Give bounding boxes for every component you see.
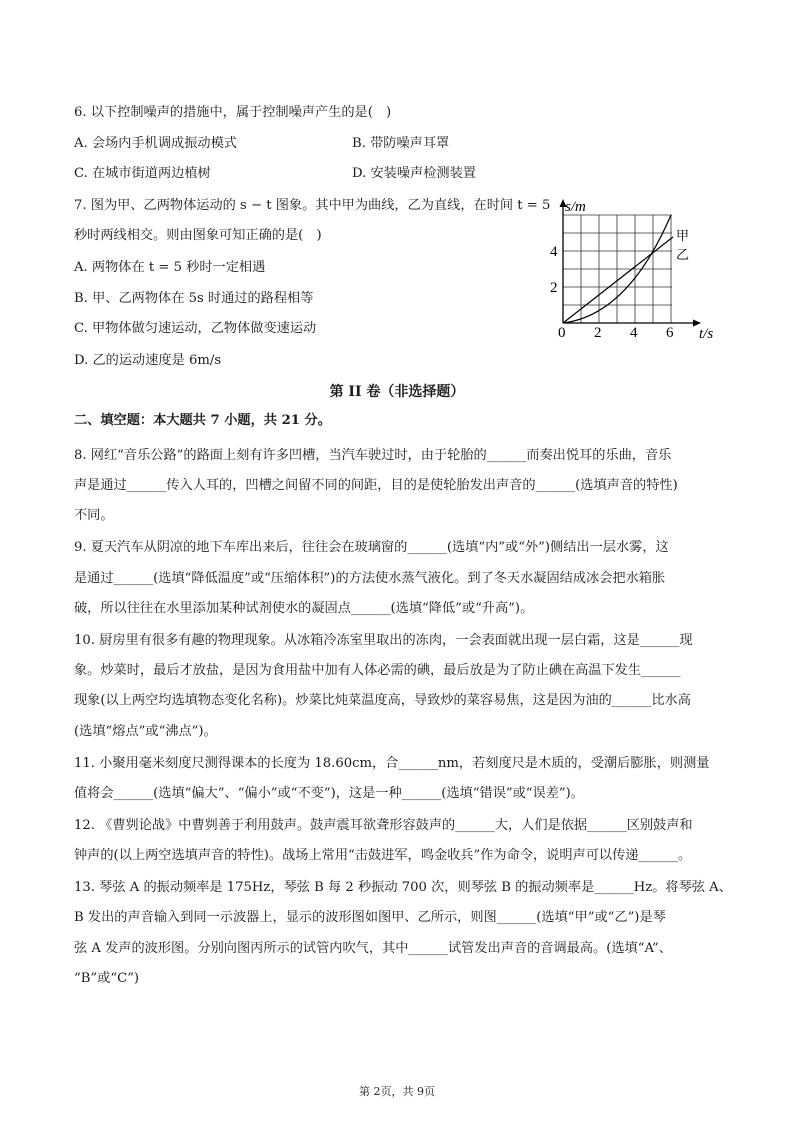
q8-line3: 不同。 bbox=[74, 508, 114, 523]
y-tick-2: 2 bbox=[550, 280, 558, 296]
q6-option-a: A. 会场内手机调成振动模式 bbox=[74, 136, 237, 151]
section-title: 第 II 卷（非选择题） bbox=[329, 384, 465, 400]
q7-stem-line2: 秒时两线相交。则由图象可知正确的是( ) bbox=[74, 228, 322, 243]
q7-option-c: C. 甲物体做匀速运动，乙物体做变速运动 bbox=[74, 321, 317, 336]
x-tick-6: 6 bbox=[666, 325, 674, 341]
x-axis-label: t/s bbox=[699, 326, 714, 342]
q7-option-a: A. 两物体在 t = 5 秒时一定相遇 bbox=[74, 260, 266, 275]
s-t-graph bbox=[548, 195, 728, 345]
page-footer: 第 2页，共 9页 bbox=[359, 1085, 435, 1098]
q8-line2: 声是通过______传入人耳的，凹槽之间留不同的间距，目的是使轮胎发出声音的______(选填声音的特性) bbox=[74, 478, 678, 493]
origin-label: 0 bbox=[558, 325, 566, 341]
x-tick-4: 4 bbox=[630, 325, 638, 341]
legend-jia: 甲 bbox=[676, 229, 690, 244]
graph-grid bbox=[563, 215, 672, 323]
x-tick-2: 2 bbox=[594, 325, 602, 341]
q9-line1: 9. 夏天汽车从阴凉的地下车库出来后，往往会在玻璃窗的______(选填“内”或“外”)侧结出一层水雾，这 bbox=[74, 540, 669, 555]
q6-option-d: D. 安装噪声检测装置 bbox=[352, 166, 476, 181]
q10-line1: 10. 厨房里有很多有趣的物理现象。从冰箱冷冻室里取出的冻肉，一会表面就出现一层白霜，这是______现 bbox=[74, 633, 693, 648]
section-heading: 二、填空题：本大题共 7 小题，共 21 分。 bbox=[74, 413, 331, 428]
q9-line2: 是通过______(选填“降低温度”或“压缩体积”)的方法使水蒸气液化。到了冬天水凝固结成冰会把水箱胀 bbox=[74, 571, 666, 586]
q11-line2: 值将会______(选填“偏大”、“偏小”或“不变”)，这是一种______(选填“错误”或“误差”)。 bbox=[74, 786, 584, 801]
q13-line1: 13. 琴弦 A 的振动频率是 175Hz，琴弦 B 每 2 秒振动 700 次，则琴弦 B 的振动频率是______Hz。将琴弦 A、 bbox=[74, 880, 732, 895]
q10-line3: 现象(以上两空均选填物态变化名称)。炒菜比炖菜温度高，导致炒的菜容易焦，这是因为油的______比水高 bbox=[74, 693, 691, 708]
q6-option-b: B. 带防噪声耳罩 bbox=[352, 136, 450, 151]
line-yi bbox=[563, 237, 673, 323]
q6-option-c: C. 在城市街道两边植树 bbox=[74, 166, 211, 181]
q7-option-d: D. 乙的运动速度是 6m/s bbox=[74, 353, 222, 368]
q7-stem-line1: 7. 图为甲、乙两物体运动的 s − t 图象。其中甲为曲线，乙为直线，在时间 t = 5 bbox=[74, 198, 551, 213]
q10-line4: (选填“熔点”或“沸点”)。 bbox=[74, 724, 217, 739]
q7-option-b: B. 甲、乙两物体在 5s 时通过的路程相等 bbox=[74, 291, 314, 306]
q6-stem: 6. 以下控制噪声的措施中，属于控制噪声产生的是( ) bbox=[74, 105, 392, 120]
q13-line4: “B”或“C”) bbox=[74, 971, 140, 986]
q12-line1: 12. 《曹刿论战》中曹刿善于利用鼓声。鼓声震耳欲聋形容鼓声的______大，人们是依据______区别鼓声和 bbox=[74, 818, 693, 833]
q8-line1: 8. 网红“音乐公路”的路面上刻有许多凹槽，当汽车驶过时，由于轮胎的______而奏出悦耳的乐曲，音乐 bbox=[74, 448, 672, 463]
q9-line3: 破，所以往往在水里添加某种试剂使水的凝固点______(选填“降低”或“升高”)。 bbox=[74, 601, 534, 616]
y-axis-label: s/m bbox=[565, 199, 586, 215]
q13-line3: 弦 A 发声的波形图。分别向图丙所示的试管内吹气，其中______试管发出声音的音调最高。(选填“A”、 bbox=[74, 941, 672, 956]
q11-line1: 11. 小聚用毫米刻度尺测得课本的长度为 18.60cm，合______nm，若刻度尺是木质的，受潮后膨胀，则测量 bbox=[74, 756, 710, 771]
q10-line2: 象。炒菜时，最后才放盐，是因为食用盐中加有人体必需的碘，最后放是为了防止碘在高温下发生______ bbox=[74, 663, 681, 678]
y-tick-4: 4 bbox=[550, 244, 558, 260]
q12-line2: 钟声的(以上两空选填声音的特性)。战场上常用“击鼓进军，鸣金收兵”作为命令，说明声可以传递______。 bbox=[74, 848, 692, 863]
q13-line2: B 发出的声音输入到同一示波器上，显示的波形图如图甲、乙所示，则图______(选填“甲”或“乙”)是琴 bbox=[74, 910, 666, 925]
legend-yi: 乙 bbox=[676, 248, 690, 263]
